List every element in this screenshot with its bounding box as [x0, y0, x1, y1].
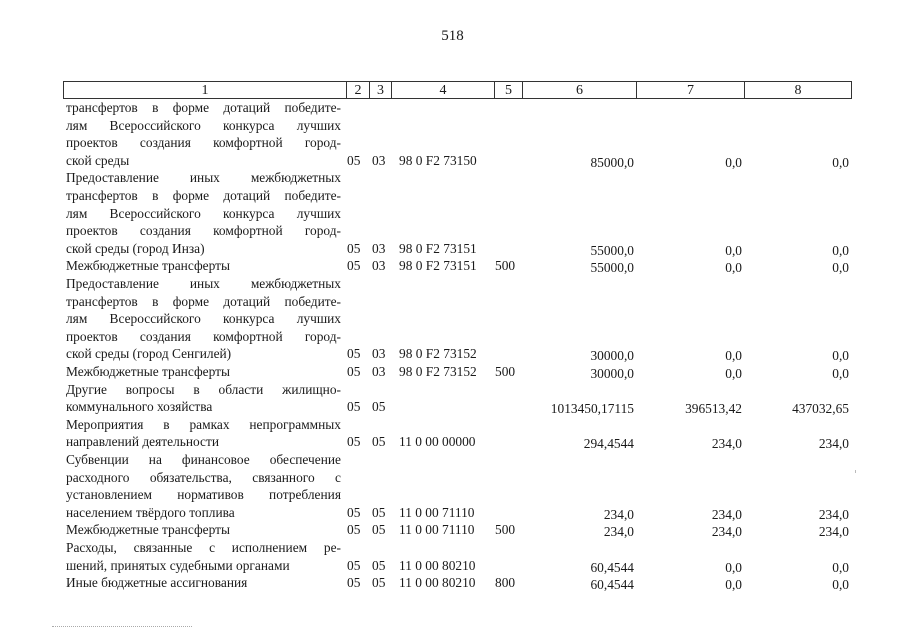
cell-col-2: 05 — [347, 346, 361, 362]
scan-artifact-dot — [855, 470, 856, 473]
cell-col-4: 98 0 F2 73150 — [399, 152, 477, 168]
cell-col-4: 98 0 F2 73151 — [399, 240, 477, 256]
cell-col-3: 03 — [372, 364, 386, 379]
row-description — [66, 539, 341, 574]
cell-col-6: 55000,0 — [590, 260, 634, 276]
cell-col-5: 500 — [495, 522, 516, 538]
cell-col-3: 05 — [372, 504, 386, 520]
description-line: установлением нормативов потребления — [66, 487, 341, 503]
cell-col-7: 0,0 — [725, 559, 742, 575]
description-line: Мероприятия в рамках непрограммных — [66, 416, 341, 432]
cell-col-3: 05 — [372, 522, 386, 538]
header-col-8: 8 — [744, 81, 852, 99]
description-line: Другие вопросы в области жилищно- — [66, 381, 341, 397]
table-row — [0, 275, 905, 363]
header-col-3: 3 — [369, 81, 392, 99]
cell-col-4: 11 0 00 71110 — [399, 504, 475, 520]
description-line: ской среды (город Сенгилей) — [66, 346, 232, 362]
description-line: лям Всероссийского конкурса лучших — [66, 311, 341, 327]
table-row — [0, 521, 905, 539]
cell-col-4: 98 0 F2 73151 — [399, 258, 477, 274]
description-line: проектов создания комфортной город- — [66, 223, 341, 239]
cell-col-5: 500 — [495, 258, 516, 274]
row-description — [66, 257, 341, 275]
cell-col-2: 05 — [347, 364, 361, 379]
row-description — [66, 99, 341, 169]
cell-col-8: 0,0 — [832, 154, 849, 170]
cell-col-3: 05 — [372, 399, 386, 415]
table-row — [0, 539, 905, 574]
cell-col-8: 437032,65 — [792, 401, 849, 417]
description-line: населением твёрдого топлива — [66, 504, 235, 520]
table-row — [0, 257, 905, 275]
description-line: лям Всероссийского конкурса лучших — [66, 117, 341, 133]
cell-col-4: 11 0 00 71110 — [399, 522, 475, 538]
cell-col-8: 0,0 — [832, 348, 849, 364]
cell-col-2: 05 — [347, 240, 361, 256]
scan-artifact — [52, 626, 192, 629]
cell-col-2: 05 — [347, 575, 361, 591]
row-description — [66, 363, 341, 381]
table-row — [0, 169, 905, 257]
cell-col-6: 85000,0 — [590, 154, 634, 170]
description-line: трансфертов в форме дотаций победите- — [66, 293, 341, 309]
description-line: проектов создания комфортной город- — [66, 135, 341, 151]
cell-col-8: 0,0 — [832, 366, 849, 381]
cell-col-2: 05 — [347, 152, 361, 168]
description-line: Субвенции на финансовое обеспечение — [66, 452, 341, 467]
header-col-2: 2 — [346, 81, 370, 99]
cell-col-2: 05 — [347, 504, 361, 520]
budget-table-body — [0, 99, 905, 619]
table-header — [63, 81, 852, 101]
row-description — [66, 521, 341, 539]
cell-col-7: 0,0 — [725, 366, 742, 381]
cell-col-2: 05 — [347, 522, 361, 538]
cell-col-6: 60,4544 — [590, 559, 634, 575]
cell-col-5: 500 — [495, 364, 516, 379]
row-description — [66, 275, 341, 363]
cell-col-4: 11 0 00 00000 — [399, 434, 476, 450]
cell-col-3: 03 — [372, 258, 386, 274]
description-line: Предоставление иных межбюджетных — [66, 276, 341, 291]
cell-col-7: 0,0 — [725, 154, 742, 170]
cell-col-7: 0,0 — [725, 242, 742, 258]
description-line: проектов создания комфортной город- — [66, 328, 341, 344]
header-col-4: 4 — [391, 81, 495, 99]
cell-col-3: 05 — [372, 557, 386, 573]
row-description — [66, 169, 341, 257]
cell-col-2: 05 — [347, 258, 361, 274]
table-row — [0, 451, 905, 521]
cell-col-7: 0,0 — [725, 577, 742, 593]
header-col-1: 1 — [63, 81, 347, 99]
row-description — [66, 574, 341, 592]
description-line: Предоставление иных межбюджетных — [66, 170, 341, 186]
cell-col-4: 11 0 00 80210 — [399, 557, 476, 573]
description-line: лям Всероссийского конкурса лучших — [66, 205, 341, 221]
cell-col-8: 0,0 — [832, 242, 849, 258]
table-row — [0, 574, 905, 592]
description-line: расходного обязательства, связанного с — [66, 469, 341, 485]
header-col-7: 7 — [636, 81, 745, 99]
table-row — [0, 99, 905, 169]
row-description — [66, 416, 341, 451]
row-description — [66, 381, 341, 416]
cell-col-8: 234,0 — [818, 436, 849, 452]
header-col-5: 5 — [494, 81, 523, 99]
cell-col-3: 03 — [372, 240, 386, 256]
cell-col-5: 800 — [495, 575, 516, 591]
header-col-6: 6 — [522, 81, 637, 99]
cell-col-6: 1013450,17115 — [550, 401, 634, 417]
description-line: Межбюджетные трансферты — [66, 522, 230, 538]
description-line: коммунального хозяйства — [66, 399, 213, 415]
cell-col-6: 60,4544 — [590, 577, 634, 593]
cell-col-3: 05 — [372, 434, 386, 450]
cell-col-8: 0,0 — [832, 577, 849, 593]
cell-col-2: 05 — [347, 557, 361, 573]
cell-col-2: 05 — [347, 434, 361, 450]
description-line: трансфертов в форме дотаций победите- — [66, 100, 341, 115]
cell-col-6: 55000,0 — [590, 242, 634, 258]
table-row — [0, 363, 905, 381]
cell-col-6: 294,4544 — [583, 436, 634, 452]
description-line: Межбюджетные трансферты — [66, 364, 230, 379]
cell-col-6: 30000,0 — [590, 366, 634, 381]
description-line: направлений деятельности — [66, 434, 220, 450]
cell-col-7: 0,0 — [725, 348, 742, 364]
page-number: 518 — [441, 28, 464, 44]
cell-col-4: 98 0 F2 73152 — [399, 346, 477, 362]
description-line: Межбюджетные трансферты — [66, 258, 230, 274]
cell-col-6: 234,0 — [603, 524, 634, 540]
cell-col-7: 234,0 — [711, 506, 742, 522]
cell-col-7: 396513,42 — [685, 401, 742, 417]
cell-col-3: 03 — [372, 346, 386, 362]
cell-col-7: 234,0 — [711, 524, 742, 540]
description-line: трансфертов в форме дотаций победите- — [66, 187, 341, 203]
description-line: шений, принятых судебными органами — [66, 557, 290, 573]
cell-col-6: 30000,0 — [590, 348, 634, 364]
table-row — [0, 416, 905, 451]
cell-col-7: 0,0 — [725, 260, 742, 276]
cell-col-8: 234,0 — [818, 506, 849, 522]
table-row — [0, 381, 905, 416]
cell-col-2: 05 — [347, 399, 361, 415]
cell-col-4: 98 0 F2 73152 — [399, 364, 477, 379]
cell-col-7: 234,0 — [711, 436, 742, 452]
cell-col-8: 0,0 — [832, 559, 849, 575]
description-line: ской среды (город Инза) — [66, 240, 205, 256]
row-description — [66, 451, 341, 521]
description-line: ской среды — [66, 152, 130, 168]
description-line: Иные бюджетные ассигнования — [66, 575, 248, 591]
cell-col-8: 234,0 — [818, 524, 849, 540]
cell-col-3: 03 — [372, 152, 386, 168]
cell-col-4: 11 0 00 80210 — [399, 575, 476, 591]
cell-col-6: 234,0 — [603, 506, 634, 522]
cell-col-3: 05 — [372, 575, 386, 591]
description-line: Расходы, связанные с исполнением ре- — [66, 540, 341, 555]
cell-col-8: 0,0 — [832, 260, 849, 276]
